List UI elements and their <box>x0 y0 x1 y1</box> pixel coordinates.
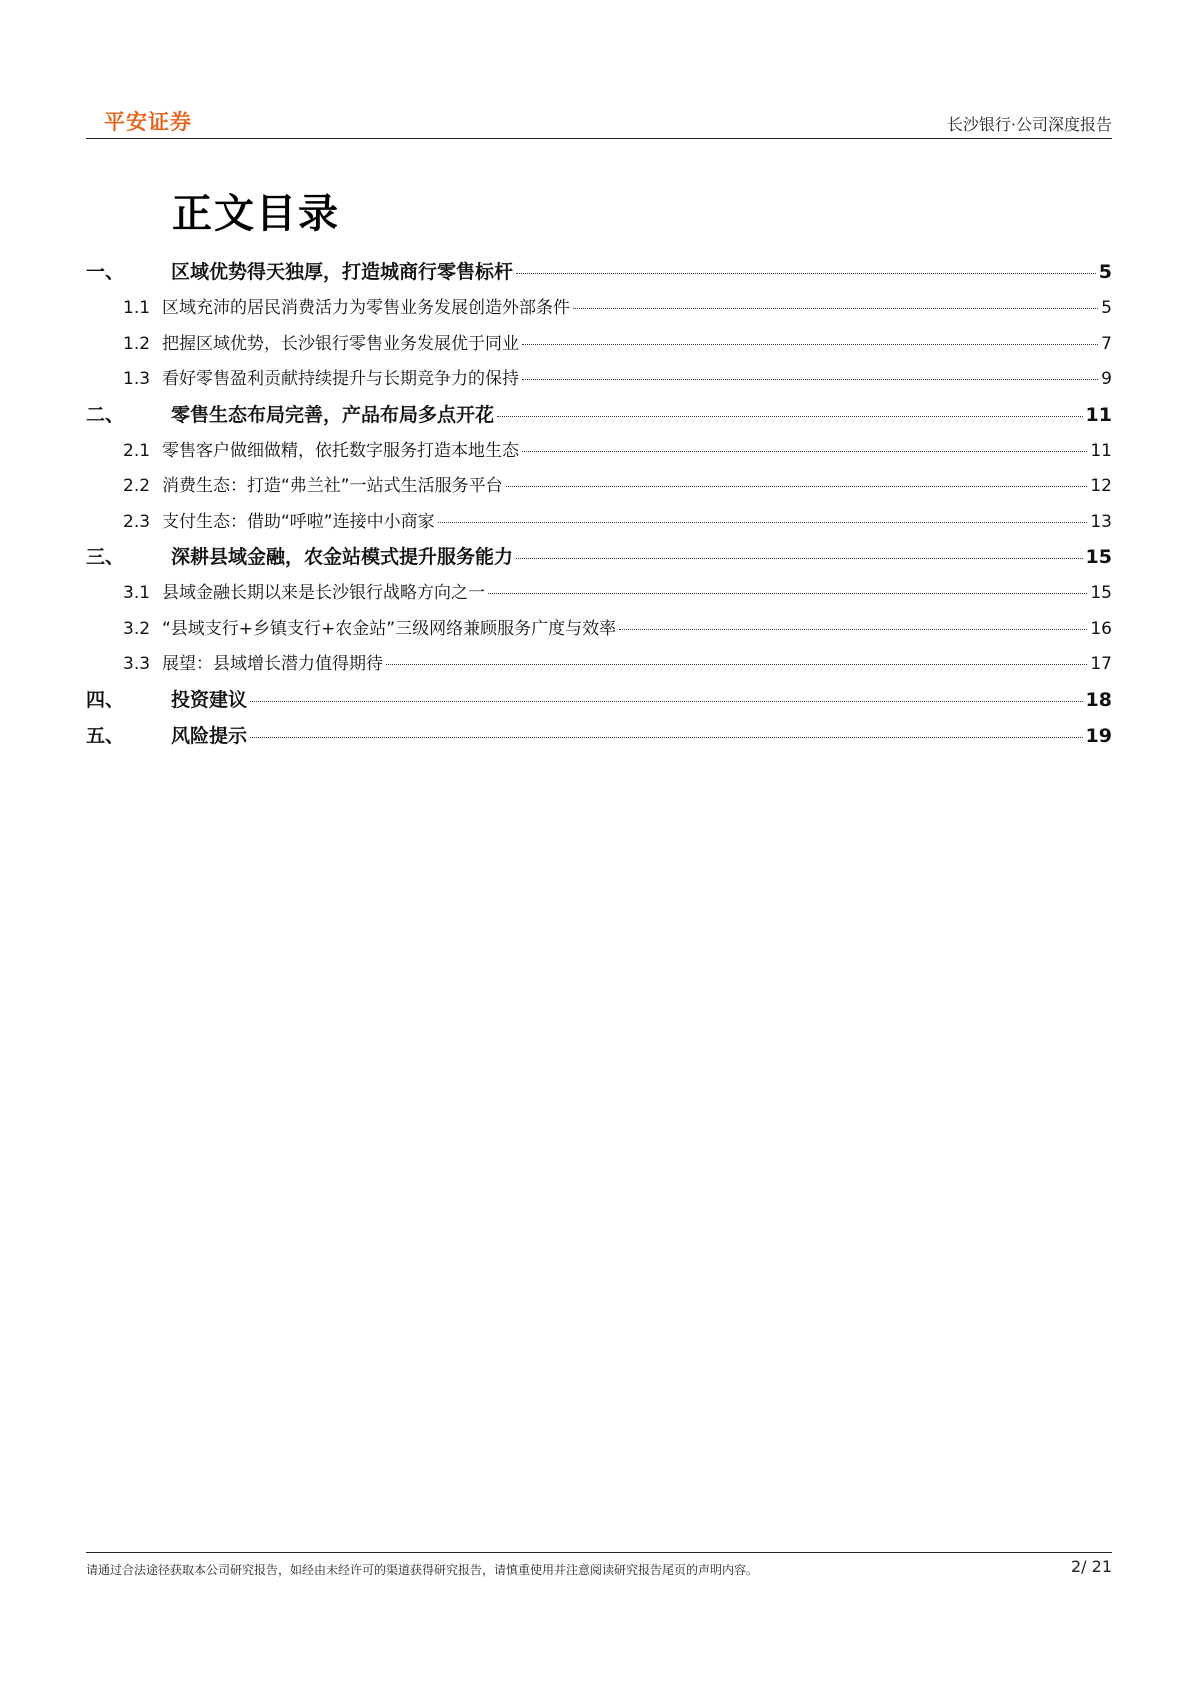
toc-entry-page: 18 <box>1085 688 1112 711</box>
dot-leader <box>522 451 1087 452</box>
page-number: 2/ 21 <box>1070 1557 1112 1576</box>
dot-leader <box>438 522 1088 523</box>
toc-entry-number: 3.1 <box>123 583 151 603</box>
toc-entry-title: 把握区域优势，长沙银行零售业务发展优于同业 <box>162 333 519 354</box>
toc-entry[interactable] <box>86 578 1112 614</box>
toc-entry-number: 三、 <box>86 546 125 568</box>
toc-entry[interactable] <box>86 471 1112 507</box>
toc-entry-title: 深耕县域金融，农金站模式提升服务能力 <box>171 546 514 568</box>
toc-entry[interactable] <box>86 329 1112 365</box>
toc-entry[interactable] <box>86 257 1112 293</box>
toc-entry-number: 一、 <box>86 261 125 283</box>
toc-entry[interactable] <box>86 542 1112 578</box>
disclaimer-text: 请通过合法途径获取本公司研究报告，如经由未经许可的渠道获得研究报告，请慎重使用并注意阅读研究报告尾页的声明内容。 <box>86 1563 759 1577</box>
toc-entry-number: 1.1 <box>123 298 151 318</box>
toc-entry-title: “县域支行+乡镇支行+农金站”三级网络兼顾服务广度与效率 <box>162 618 617 639</box>
report-title: 长沙银行·公司深度报告 <box>946 115 1112 134</box>
toc-entry-page: 15 <box>1085 546 1112 568</box>
toc-entry-page: 12 <box>1090 476 1112 496</box>
toc-entry[interactable] <box>86 721 1112 757</box>
dot-leader <box>386 664 1087 665</box>
toc-entry-number: 二、 <box>86 403 125 426</box>
toc-entry-number: 3.3 <box>123 654 151 674</box>
toc-entry-title: 投资建议 <box>171 688 248 711</box>
toc-entry-page: 7 <box>1101 333 1112 354</box>
toc-title: 正文目录 <box>172 191 340 237</box>
dot-leader <box>250 737 1083 738</box>
toc-entry-title: 看好零售盈利贡献持续提升与长期竞争力的保持 <box>162 369 519 389</box>
dot-leader <box>619 629 1087 630</box>
toc-entry-title: 消费生态：打造“弗兰社”一站式生活服务平台 <box>162 476 503 496</box>
dot-leader <box>522 379 1098 380</box>
toc-entry-page: 11 <box>1090 440 1112 461</box>
toc-entry-title: 零售客户做细做精，依托数字服务打造本地生态 <box>162 440 519 461</box>
page-footer <box>86 1552 1112 1577</box>
dot-leader <box>516 558 1083 559</box>
toc-entry-page: 13 <box>1090 511 1112 532</box>
toc-entry[interactable] <box>86 649 1112 685</box>
toc-entry-title: 区域充沛的居民消费活力为零售业务发展创造外部条件 <box>162 298 570 318</box>
toc-entry-number: 2.3 <box>123 511 151 532</box>
dot-leader <box>497 416 1083 417</box>
toc-entry-title: 展望：县域增长潜力值得期待 <box>162 654 383 674</box>
company-logo: 平安证券 <box>104 110 192 134</box>
toc-entry[interactable] <box>86 364 1112 400</box>
toc-entry-title: 支付生态：借助“呼啦”连接中小商家 <box>162 511 435 532</box>
toc-entry-title: 风险提示 <box>171 724 248 747</box>
toc-entry-title: 县域金融长期以来是长沙银行战略方向之一 <box>162 583 485 603</box>
dot-leader <box>516 273 1096 274</box>
toc-entry-number: 五、 <box>86 724 125 747</box>
toc-entry-title: 区域优势得天独厚，打造城商行零售标杆 <box>171 261 514 283</box>
toc-entry-number: 2.2 <box>123 476 151 496</box>
toc-entry-page: 16 <box>1090 618 1112 639</box>
dot-leader <box>250 701 1083 702</box>
toc-entry[interactable] <box>86 685 1112 721</box>
toc-entry-number: 四、 <box>86 688 125 711</box>
dot-leader <box>573 308 1098 309</box>
toc-entry-number: 3.2 <box>123 618 151 639</box>
toc-entry-page: 19 <box>1085 724 1112 747</box>
toc-entry[interactable] <box>86 507 1112 543</box>
toc-entry[interactable] <box>86 400 1112 436</box>
toc-entry-number: 2.1 <box>123 440 151 461</box>
toc-entry[interactable] <box>86 614 1112 650</box>
toc-entry[interactable] <box>86 436 1112 472</box>
page-header <box>86 102 1112 139</box>
toc-entry-page: 17 <box>1090 654 1112 674</box>
toc-entry-page: 11 <box>1085 403 1112 426</box>
dot-leader <box>488 593 1087 594</box>
table-of-contents <box>86 257 1112 757</box>
toc-entry-number: 1.2 <box>123 333 151 354</box>
toc-entry-number: 1.3 <box>123 369 151 389</box>
toc-entry-page: 9 <box>1101 369 1112 389</box>
toc-entry-page: 5 <box>1101 298 1112 318</box>
toc-entry-page: 5 <box>1098 261 1112 283</box>
toc-entry-title: 零售生态布局完善，产品布局多点开花 <box>171 403 495 426</box>
toc-entry-page: 15 <box>1090 583 1112 603</box>
dot-leader <box>522 344 1098 345</box>
dot-leader <box>506 486 1088 487</box>
toc-entry[interactable] <box>86 293 1112 329</box>
